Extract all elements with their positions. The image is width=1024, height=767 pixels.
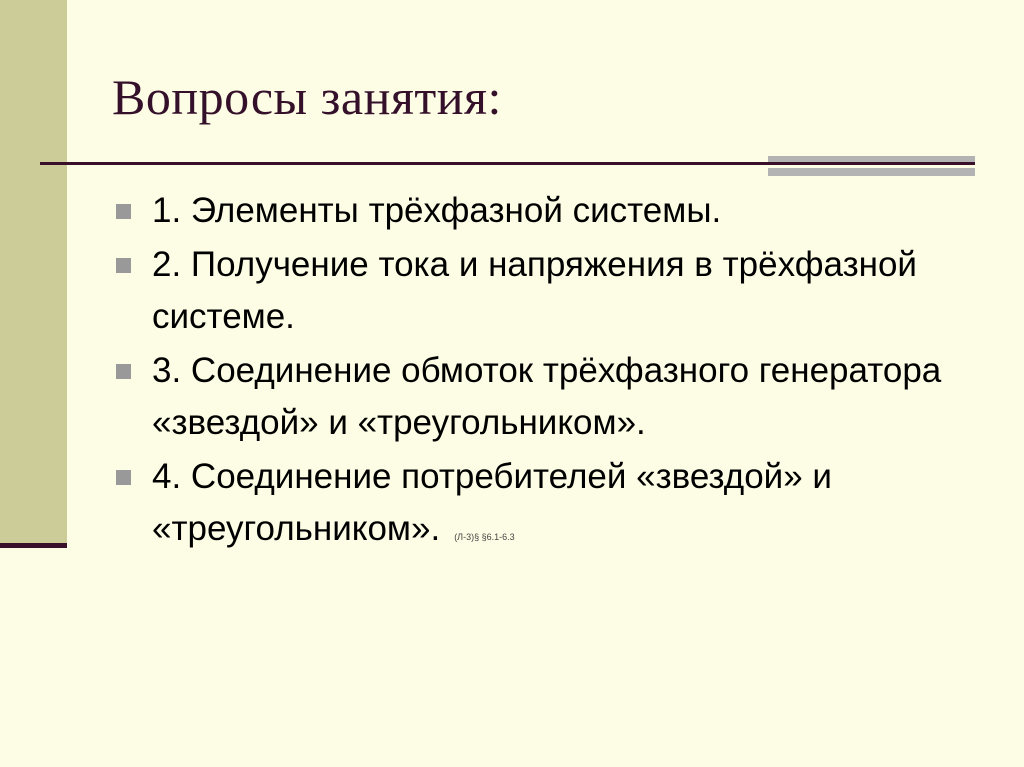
title-rule (40, 162, 975, 165)
list-item-text: 1. Элементы трёхфазной системы. (152, 191, 722, 230)
left-accent-bar (0, 0, 67, 545)
slide-title: Вопросы занятия: (112, 69, 502, 125)
square-bullet-icon (116, 470, 131, 485)
list-item-text: 4. Соединение потребителей «звездой» и «треугольником». (152, 457, 832, 548)
list-item-text: 2. Получение тока и напряжения в трёхфазной системе. (152, 245, 917, 336)
square-bullet-icon (116, 364, 131, 379)
list-item-text: 3. Соединение обмоток трёхфазного генератора «звездой» и «треугольником». (152, 351, 942, 442)
list-item (112, 345, 992, 449)
square-bullet-icon (116, 204, 131, 219)
reference-note: (Л-3)§ §6.1-6.3 (454, 532, 515, 542)
square-bullet-icon (116, 258, 131, 273)
list-item (112, 451, 992, 563)
list-item (112, 185, 992, 237)
question-list (112, 185, 992, 565)
left-accent-rule (0, 543, 67, 548)
title-rule-accent-bottom (768, 168, 975, 176)
list-item (112, 239, 992, 343)
